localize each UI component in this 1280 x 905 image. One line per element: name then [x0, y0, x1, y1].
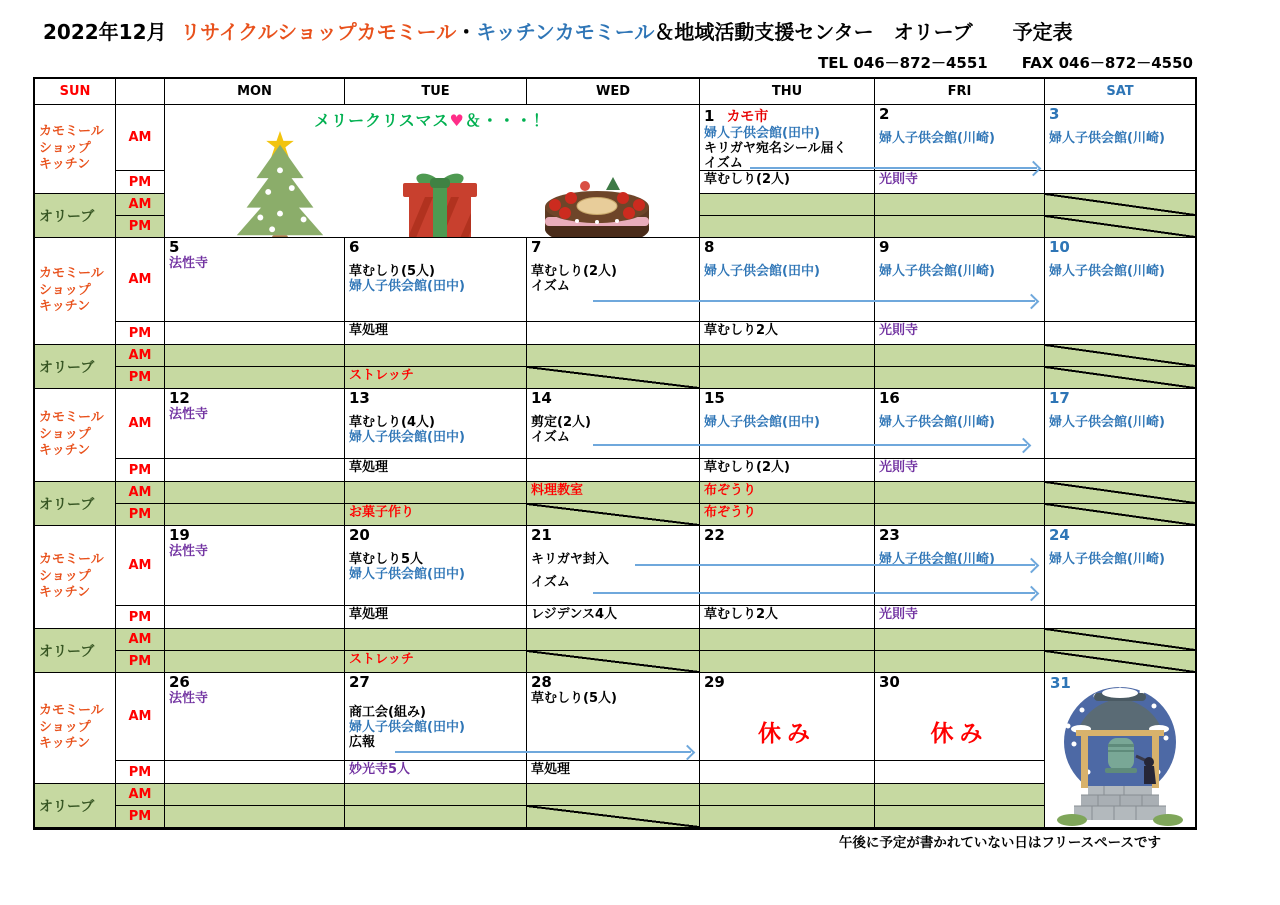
- olive-activity: ストレッチ: [349, 652, 414, 667]
- week-row-3: [35, 389, 1195, 526]
- date-number: 17: [1049, 389, 1070, 407]
- cell-w1-thu-olive-pm: [700, 216, 875, 238]
- olive-pm-label: PM: [116, 651, 165, 673]
- schedule-arrow: [750, 167, 1037, 169]
- cell-w5-tue-pm: [345, 761, 527, 784]
- schedule-entry: 草処理: [349, 607, 389, 622]
- schedule-entry: レジデンス4人: [531, 607, 618, 622]
- new-year-bell-icon: [1054, 680, 1186, 828]
- header-mon: MON: [165, 79, 345, 105]
- header-sat: SAT: [1045, 79, 1195, 105]
- cell-w1-fri-olive-pm: [875, 216, 1045, 238]
- cell-w1-fri-am: [875, 105, 1045, 171]
- olive-pm-label: PM: [116, 216, 165, 238]
- pm-label: PM: [116, 459, 165, 482]
- cell-w4-wed-pm: [527, 606, 700, 629]
- row-label-olive: オリーブ: [35, 345, 116, 389]
- schedule-entry: 草むしり(5人): [349, 264, 435, 279]
- cell-w4-fri-am: [875, 526, 1045, 606]
- cell-w4-fri-pm: [875, 606, 1045, 629]
- date-number: 15: [704, 389, 725, 407]
- week-row-5: [35, 673, 1195, 828]
- schedule-entry: 法性寺: [169, 544, 209, 559]
- cell-w2-wed-olive-am: [527, 345, 700, 367]
- schedule-entry: 婦人子供会館(田中): [349, 567, 465, 582]
- cell-w3-mon-olive-am: [165, 482, 345, 504]
- schedule-entry: キリガヤ封入: [531, 552, 609, 567]
- schedule-entry: 剪定(2人): [531, 415, 591, 430]
- cell-w3-sat-olive-pm-closed: [1045, 504, 1195, 526]
- cell-w5-thu-am: [700, 673, 875, 761]
- cell-w2-fri-olive-pm: [875, 367, 1045, 389]
- schedule-entry: 光則寺: [879, 172, 919, 187]
- schedule-entry: 光則寺: [879, 323, 919, 338]
- schedule-entry: 婦人子供会館(田中): [704, 126, 820, 141]
- schedule-entry: 草むしり(5人): [531, 691, 617, 706]
- cell-w5-wed-pm: [527, 761, 700, 784]
- cell-w1-thu-am: [700, 105, 875, 171]
- cell-w4-mon-pm: [165, 606, 345, 629]
- date-number: 16: [879, 389, 900, 407]
- cell-w5-fri-am: [875, 673, 1045, 761]
- cell-w4-wed-olive-pm-closed: [527, 651, 700, 673]
- schedule-entry: 婦人子供会館(川崎): [879, 264, 995, 279]
- cell-w3-fri-olive-pm: [875, 504, 1045, 526]
- cell-w3-wed-am: [527, 389, 700, 459]
- date-number: 30: [879, 673, 900, 691]
- christmas-cake-icon: [541, 177, 653, 238]
- header-fri: FRI: [875, 79, 1045, 105]
- olive-pm-label: PM: [116, 504, 165, 526]
- am-label: AM: [116, 526, 165, 606]
- row-label-chamomile: カモミール ショップ キッチン: [35, 105, 116, 194]
- cell-w5-thu-pm: [700, 761, 875, 784]
- cell-w5-thu-olive-pm: [700, 806, 875, 828]
- date-number: 23: [879, 526, 900, 544]
- am-label: AM: [116, 389, 165, 459]
- cell-w2-thu-pm: [700, 322, 875, 345]
- cell-w4-tue-pm: [345, 606, 527, 629]
- schedule-entry: 商工会(組み): [349, 705, 426, 720]
- cell-w3-fri-pm: [875, 459, 1045, 482]
- fax-number: FAX 046－872－4550: [1021, 54, 1193, 72]
- row-label-chamomile: カモミール ショップ キッチン: [35, 673, 116, 784]
- date-number: 13: [349, 389, 370, 407]
- row-label-olive: オリーブ: [35, 482, 116, 526]
- date-number: 3: [1049, 105, 1060, 123]
- row-label-chamomile: カモミール ショップ キッチン: [35, 389, 116, 482]
- cell-w5-tue-olive-pm: [345, 806, 527, 828]
- cell-w4-fri-olive-am: [875, 629, 1045, 651]
- olive-activity: 料理教室: [531, 483, 584, 498]
- cell-w1-sat-olive-am-closed: [1045, 194, 1195, 216]
- schedule-arrow: [395, 751, 691, 753]
- cell-w4-tue-olive-pm: [345, 651, 527, 673]
- title-year: 2022年12月: [43, 20, 167, 44]
- cell-w5-wed-olive-pm-closed: [527, 806, 700, 828]
- cell-w2-sat-pm: [1045, 322, 1195, 345]
- cell-w2-fri-olive-am: [875, 345, 1045, 367]
- olive-activity: 布ぞうり: [704, 505, 757, 520]
- kamo-market-label: カモ市: [726, 109, 769, 125]
- cell-w2-tue-am: [345, 238, 527, 322]
- date-number: 10: [1049, 238, 1070, 256]
- cell-w4-wed-am: [527, 526, 700, 606]
- cell-w2-tue-olive-pm: [345, 367, 527, 389]
- olive-am-label: AM: [116, 629, 165, 651]
- olive-activity: お菓子作り: [349, 505, 415, 520]
- schedule-arrow: [593, 444, 1027, 446]
- cell-w2-fri-am: [875, 238, 1045, 322]
- cell-w4-thu-olive-pm: [700, 651, 875, 673]
- week-row-1: [35, 105, 1195, 238]
- cell-w3-mon-am: [165, 389, 345, 459]
- cell-w5-mon-olive-am: [165, 784, 345, 806]
- closed-label: 休み: [758, 721, 816, 747]
- tel-number: TEL 046－872－4551: [818, 54, 988, 72]
- date-number: 20: [349, 526, 370, 544]
- cell-w3-thu-olive-pm: [700, 504, 875, 526]
- olive-am-label: AM: [116, 482, 165, 504]
- pm-label: PM: [116, 171, 165, 194]
- schedule-entry: 婦人子供会館(田中): [349, 720, 465, 735]
- am-label: AM: [116, 105, 165, 171]
- weekday-header-row: [35, 79, 1195, 105]
- cell-w3-mon-olive-pm: [165, 504, 345, 526]
- cell-w2-wed-olive-pm-closed: [527, 367, 700, 389]
- schedule-entry: イズム: [531, 430, 570, 445]
- cell-w4-thu-am: [700, 526, 875, 606]
- cell-w2-mon-am: [165, 238, 345, 322]
- olive-am-label: AM: [116, 345, 165, 367]
- cell-w3-tue-olive-am: [345, 482, 527, 504]
- cell-w4-mon-olive-am: [165, 629, 345, 651]
- cell-w1-thu-olive-am: [700, 194, 875, 216]
- olive-pm-label: PM: [116, 367, 165, 389]
- schedule-entry: 婦人子供会館(川崎): [1049, 264, 1165, 279]
- date-number: 29: [704, 673, 725, 691]
- cell-w3-sat-pm: [1045, 459, 1195, 482]
- schedule-entry: 妙光寺5人: [349, 762, 411, 777]
- cell-w4-tue-olive-am: [345, 629, 527, 651]
- closed-label: 休み: [930, 721, 989, 747]
- am-label: AM: [116, 238, 165, 322]
- cell-w5-mon-pm: [165, 761, 345, 784]
- date-number: 31: [1050, 674, 1071, 692]
- schedule-entry: 光則寺: [879, 607, 919, 622]
- schedule-entry: イズム: [531, 575, 570, 590]
- cell-w4-tue-am: [345, 526, 527, 606]
- schedule-entry: 婦人子供会館(川崎): [1049, 131, 1165, 146]
- schedule-entry: 婦人子供会館(川崎): [879, 415, 995, 430]
- date-number: 28: [531, 673, 552, 691]
- date-number: 2: [879, 105, 890, 123]
- cell-w2-thu-am: [700, 238, 875, 322]
- cell-w5-fri-olive-pm: [875, 806, 1045, 828]
- date-number: 8: [704, 238, 715, 256]
- cell-w3-tue-am: [345, 389, 527, 459]
- cell-w5-thu-olive-am: [700, 784, 875, 806]
- pm-label: PM: [116, 761, 165, 784]
- cell-w5-fri-olive-am: [875, 784, 1045, 806]
- schedule-entry: 婦人子供会館(川崎): [879, 552, 995, 567]
- schedule-arrow: [635, 564, 1035, 566]
- schedule-entry: 広報: [349, 735, 376, 750]
- christmas-greeting: メリークリスマス♥＆・・・！: [314, 111, 550, 130]
- schedule-entry: 草むしり2人: [704, 323, 779, 338]
- schedule-entry: 婦人子供会館(田中): [704, 415, 820, 430]
- row-label-chamomile: カモミール ショップ キッチン: [35, 238, 116, 345]
- title-kitchen-name: キッチンカモミール: [476, 20, 655, 44]
- row-label-chamomile: カモミール ショップ キッチン: [35, 526, 116, 629]
- schedule-arrow: [593, 300, 1035, 302]
- cell-w4-sat-olive-am-closed: [1045, 629, 1195, 651]
- cell-w3-tue-olive-pm: [345, 504, 527, 526]
- date-number: 22: [704, 526, 725, 544]
- cell-w3-fri-olive-am: [875, 482, 1045, 504]
- schedule-entry: イズム: [704, 156, 743, 171]
- cell-w4-sat-am: [1045, 526, 1195, 606]
- schedule-entry: 草処理: [349, 323, 389, 338]
- schedule-entry: 婦人子供会館(川崎): [879, 131, 995, 146]
- header-sun: SUN: [35, 79, 116, 105]
- cell-w3-wed-olive-pm-closed: [527, 504, 700, 526]
- date-number: 27: [349, 673, 370, 691]
- cell-w5-tue-olive-am: [345, 784, 527, 806]
- header-thu: THU: [700, 79, 875, 105]
- cell-w2-wed-am: [527, 238, 700, 322]
- cell-w3-thu-pm: [700, 459, 875, 482]
- cell-w2-fri-pm: [875, 322, 1045, 345]
- header-tue: TUE: [345, 79, 527, 105]
- schedule-entry: 草むしり5人: [349, 552, 424, 567]
- cell-w2-sat-olive-am-closed: [1045, 345, 1195, 367]
- title-separator: ・: [456, 20, 477, 44]
- schedule-entry: 草処理: [531, 762, 571, 777]
- cell-w3-thu-am: [700, 389, 875, 459]
- cell-w3-wed-pm: [527, 459, 700, 482]
- date-number: 19: [169, 526, 190, 544]
- page-title: [43, 16, 1073, 45]
- schedule-entry: 草むしり(2人): [704, 172, 790, 187]
- cell-w5-fri-pm: [875, 761, 1045, 784]
- footer-note: 午後に予定が書かれていない日はフリースペースです: [838, 835, 1161, 851]
- cell-w4-mon-am: [165, 526, 345, 606]
- schedule-entry: 婦人子供会館(田中): [349, 430, 465, 445]
- schedule-entry: 婦人子供会館(川崎): [1049, 415, 1165, 430]
- row-label-olive: オリーブ: [35, 629, 116, 673]
- cell-w1-sat-am: [1045, 105, 1195, 171]
- cell-w4-wed-olive-am: [527, 629, 700, 651]
- header-blank: [116, 79, 165, 105]
- cell-w5-mon-olive-pm: [165, 806, 345, 828]
- cell-w2-mon-olive-am: [165, 345, 345, 367]
- cell-w4-thu-olive-am: [700, 629, 875, 651]
- schedule-entry: 法性寺: [169, 407, 209, 422]
- schedule-entry: キリガヤ宛名シール届く: [704, 141, 847, 156]
- cell-w4-sat-olive-pm-closed: [1045, 651, 1195, 673]
- schedule-entry: 法性寺: [169, 256, 209, 271]
- date-number: 24: [1049, 526, 1070, 544]
- cell-w2-sat-am: [1045, 238, 1195, 322]
- cell-w5-sat-newyear: [1045, 673, 1195, 828]
- schedule-entry: 婦人子供会館(田中): [704, 264, 820, 279]
- date-number: 21: [531, 526, 552, 544]
- christmas-tree-icon: [221, 131, 339, 238]
- gift-box-icon: [399, 169, 481, 238]
- contact-line: [0, 52, 1193, 73]
- date-number: 12: [169, 389, 190, 407]
- cell-w3-sat-olive-am-closed: [1045, 482, 1195, 504]
- cell-w3-mon-pm: [165, 459, 345, 482]
- cell-w3-tue-pm: [345, 459, 527, 482]
- schedule-entry: 婦人子供会館(川崎): [1049, 552, 1165, 567]
- cell-w1-thu-pm: [700, 171, 875, 194]
- cell-w1-fri-pm: [875, 171, 1045, 194]
- row-label-olive: オリーブ: [35, 194, 116, 238]
- schedule-entry: 草むしり(4人): [349, 415, 435, 430]
- schedule-entry: 光則寺: [879, 460, 919, 475]
- olive-activity: 布ぞうり: [704, 483, 757, 498]
- schedule-entry: 草むしり2人: [704, 607, 779, 622]
- schedule-entry: 婦人子供会館(田中): [349, 279, 465, 294]
- am-label: AM: [116, 673, 165, 761]
- header-wed: WED: [527, 79, 700, 105]
- schedule-entry: 法性寺: [169, 691, 209, 706]
- cell-w2-thu-olive-pm: [700, 367, 875, 389]
- cell-w3-sat-am: [1045, 389, 1195, 459]
- date-number: 1: [704, 107, 715, 125]
- schedule-table: [33, 77, 1197, 830]
- pm-label: PM: [116, 322, 165, 345]
- cell-w2-mon-pm: [165, 322, 345, 345]
- cell-w5-wed-am: [527, 673, 700, 761]
- cell-w4-thu-pm: [700, 606, 875, 629]
- week-row-2: [35, 238, 1195, 389]
- cell-w4-fri-olive-pm: [875, 651, 1045, 673]
- cell-w5-tue-am: [345, 673, 527, 761]
- olive-activity: ストレッチ: [349, 368, 414, 383]
- cell-w1-sat-pm: [1045, 171, 1195, 194]
- olive-am-label: AM: [116, 784, 165, 806]
- date-number: 14: [531, 389, 552, 407]
- cell-w3-thu-olive-am: [700, 482, 875, 504]
- schedule-entry: 草むしり(2人): [704, 460, 790, 475]
- pm-label: PM: [116, 606, 165, 629]
- cell-w2-wed-pm: [527, 322, 700, 345]
- schedule-entry: 草むしり(2人): [531, 264, 617, 279]
- cell-w3-wed-olive-am: [527, 482, 700, 504]
- date-number: 26: [169, 673, 190, 691]
- cell-w2-mon-olive-pm: [165, 367, 345, 389]
- cell-w5-mon-am: [165, 673, 345, 761]
- christmas-banner-cell: [165, 105, 700, 238]
- date-number: 9: [879, 238, 890, 256]
- christmas-graphics: [165, 131, 699, 238]
- cell-w2-tue-pm: [345, 322, 527, 345]
- olive-am-label: AM: [116, 194, 165, 216]
- cell-w1-fri-olive-am: [875, 194, 1045, 216]
- cell-w1-sat-olive-pm-closed: [1045, 216, 1195, 238]
- date-number: 7: [531, 238, 542, 256]
- schedule-arrow: [593, 592, 1035, 594]
- title-shop-name: リサイクルショップカモミール: [180, 20, 457, 44]
- cell-w4-sat-pm: [1045, 606, 1195, 629]
- title-rest: ＆地域活動支援センター オリーブ 予定表: [654, 20, 1073, 44]
- schedule-entry: イズム: [531, 279, 570, 294]
- date-number: 6: [349, 238, 360, 256]
- cell-w4-mon-olive-pm: [165, 651, 345, 673]
- cell-w2-tue-olive-am: [345, 345, 527, 367]
- schedule-entry: 草処理: [349, 460, 389, 475]
- cell-w2-thu-olive-am: [700, 345, 875, 367]
- date-number: 5: [169, 238, 180, 256]
- cell-w2-sat-olive-pm-closed: [1045, 367, 1195, 389]
- week-row-4: [35, 526, 1195, 673]
- olive-pm-label: PM: [116, 806, 165, 828]
- cell-w5-wed-olive-am: [527, 784, 700, 806]
- heart-icon: ♥: [449, 111, 465, 130]
- row-label-olive: オリーブ: [35, 784, 116, 828]
